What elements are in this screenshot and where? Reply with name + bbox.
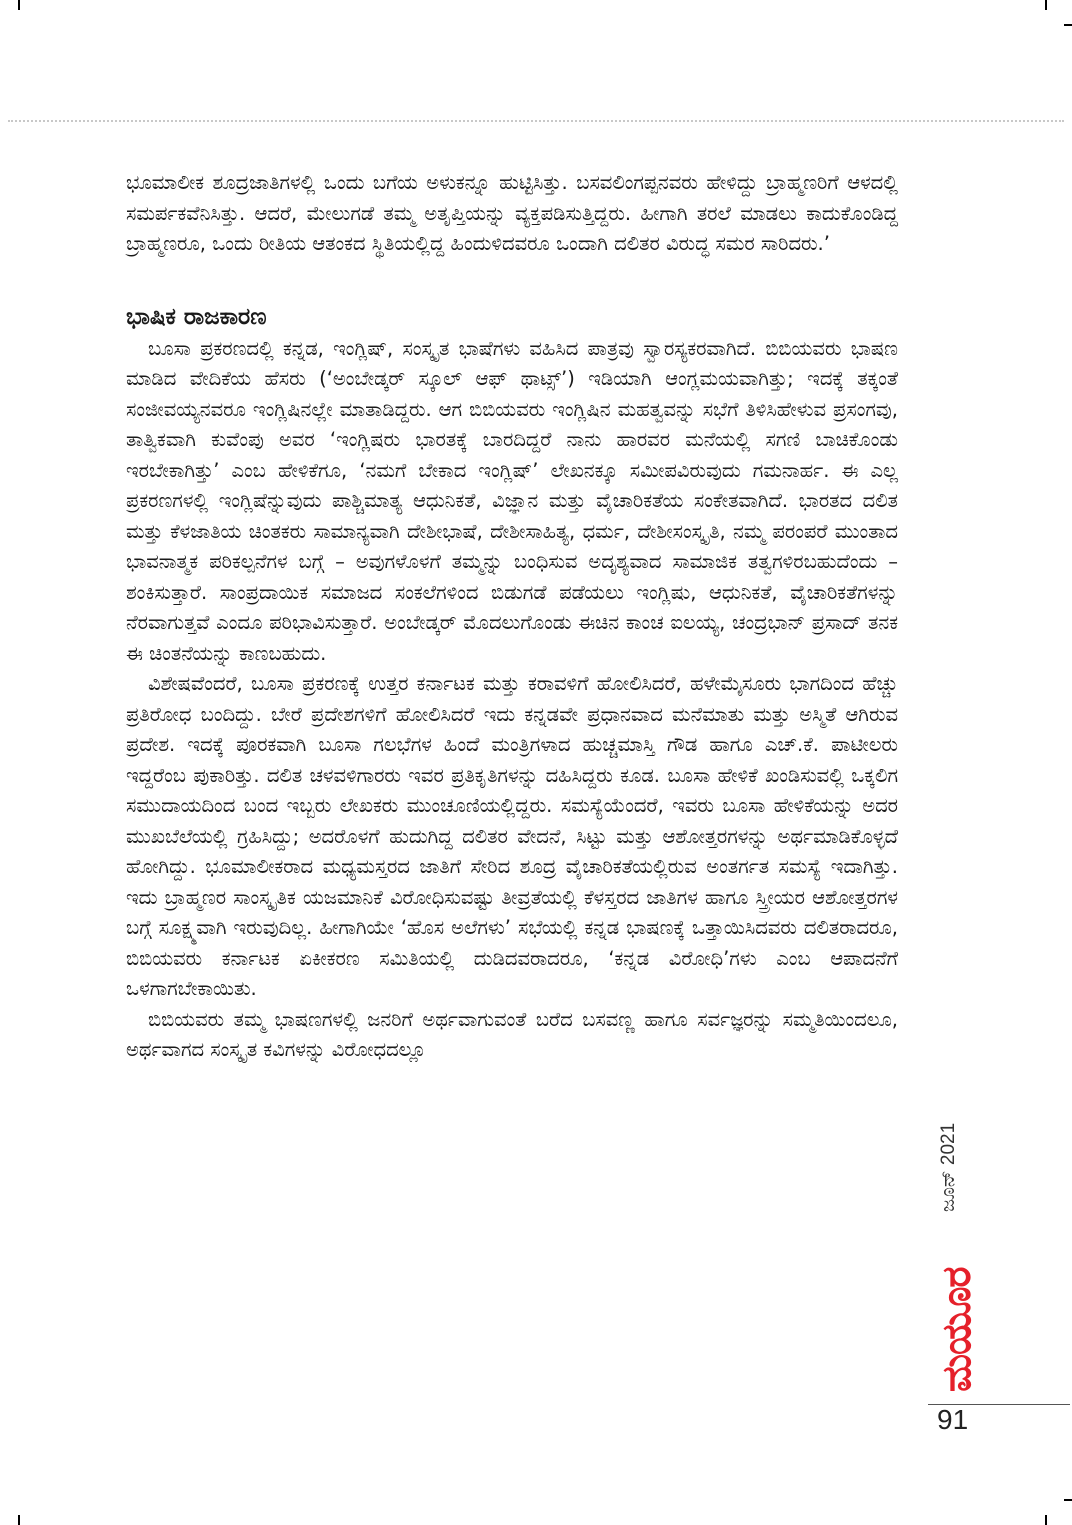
crop-mark-top-right-side [1064, 24, 1072, 26]
magazine-logo: ಮಯೂರ [934, 1267, 980, 1392]
paragraph-spacer [126, 260, 898, 278]
section-heading: ಭಾಷಿಕ ರಾಜಕಾರಣ [126, 303, 267, 330]
crop-mark-bottom-right-side [1064, 1499, 1072, 1501]
paragraph-1: ಭೂಮಾಲೀಕ ಶೂದ್ರಜಾತಿಗಳಲ್ಲಿ ಒಂದು ಬಗೆಯ ಅಳುಕನ್ನೂ ಹುಟ್ಟಿಸಿತ್ತು. ಬಸವಲಿಂಗಪ್ಪನವರು ಹೇಳಿದ್ದು ಬ್ರಾಹ್ಮಣರಿಗೆ ಆಳದಲ್ಲಿ ಸಮರ್ಪಕವೆನಿಸಿತ್ತು. ಆದರೆ, ಮೇಲುಗಡೆ ತಮ್ಮ ಅತೃಪ್ತಿಯನ್ನು ವ್ಯಕ್ತಪಡಿಸುತ್ತಿದ್ದರು. ಹೀಗಾಗಿ ತರಲೆ ಮಾಡಲು ಕಾದುಕೊಂಡಿದ್ದ ಬ್ರಾಹ್ಮಣರೂ, ಒಂದು ರೀತಿಯ ಆತಂಕದ ಸ್ಥಿತಿಯಲ್ಲಿದ್ದ ಹಿಂದುಳಿದವರೂ ಒಂದಾಗಿ ದಲಿತರ ವಿರುದ್ಧ ಸಮರ ಸಾರಿದರು.’ [126, 171, 898, 255]
article-body [126, 168, 898, 1066]
crop-mark-top-left [18, 0, 20, 10]
paragraph-3: ವಿಶೇಷವೆಂದರೆ, ಬೂಸಾ ಪ್ರಕರಣಕ್ಕೆ ಉತ್ತರ ಕರ್ನಾಟಕ ಮತ್ತು ಕರಾವಳಿಗೆ ಹೋಲಿಸಿದರೆ, ಹಳೇಮೈಸೂರು ಭಾಗದಿಂದ ಹೆಚ್ಚು ಪ್ರತಿರೋಧ ಬಂದಿದ್ದು. ಬೇರೆ ಪ್ರದೇಶಗಳಿಗೆ ಹೋಲಿಸಿದರೆ ಇದು ಕನ್ನಡವೇ ಪ್ರಧಾನವಾದ ಮನೆಮಾತು ಮತ್ತು ಅಸ್ಮಿತೆ ಆಗಿರುವ ಪ್ರದೇಶ. ಇದಕ್ಕೆ ಪೂರಕವಾಗಿ ಬೂಸಾ ಗಲಭೆಗಳ ಹಿಂದೆ ಮಂತ್ರಿಗಳಾದ ಹುಚ್ಚಮಾಸ್ತಿ ಗೌಡ ಹಾಗೂ ಎಚ್.ಕೆ. ಪಾಟೀಲರು ಇದ್ದರೆಂಬ ಪುಕಾರಿತ್ತು. ದಲಿತ ಚಳವಳಿಗಾರರು ಇವರ ಪ್ರತಿಕೃತಿಗಳನ್ನು ದಹಿಸಿದ್ದರು ಕೂಡ. ಬೂಸಾ ಹೇಳಿಕೆ ಖಂಡಿಸುವಲ್ಲಿ ಒಕ್ಕಲಿಗ ಸಮುದಾಯದಿಂದ ಬಂದ ಇಬ್ಬರು ಲೇಖಕರು ಮುಂಚೂಣಿಯಲ್ಲಿದ್ದರು. ಸಮಸ್ಯೆಯೆಂದರೆ, ಇವರು ಬೂಸಾ ಹೇಳಿಕೆಯನ್ನು ಅದರ ಮುಖಬೆಲೆಯಲ್ಲಿ ಗ್ರಹಿಸಿದ್ದು; ಅದರೊಳಗೆ ಹುದುಗಿದ್ದ ದಲಿತರ ವೇದನೆ, ಸಿಟ್ಟು ಮತ್ತು ಆಶೋತ್ತರಗಳನ್ನು ಅರ್ಥಮಾಡಿಕೊಳ್ಳದೆ ಹೋಗಿದ್ದು. ಭೂಮಾಲೀಕರಾದ ಮಧ್ಯಮಸ್ತರದ ಜಾತಿಗೆ ಸೇರಿದ ಶೂದ್ರ ವೈಚಾರಿಕತೆಯಲ್ಲಿರುವ ಅಂತರ್ಗತ ಸಮಸ್ಯೆ ಇದಾಗಿತ್ತು. ಇದು ಬ್ರಾಹ್ಮಣರ ಸಾಂಸ್ಕೃತಿಕ ಯಜಮಾನಿಕೆ ವಿರೋಧಿಸುವಷ್ಟು ತೀವ್ರತೆಯಲ್ಲಿ ಕೆಳಸ್ತರದ ಜಾತಿಗಳ ಹಾಗೂ ಸ್ತ್ರೀಯರ ಆಶೋತ್ತರಗಳ ಬಗ್ಗೆ ಸೂಕ್ಷ್ಮವಾಗಿ ಇರುವುದಿಲ್ಲ. ಹೀಗಾಗಿಯೇ ‘ಹೊಸ ಅಲೆಗಳು’ ಸಭೆಯಲ್ಲಿ ಕನ್ನಡ ಭಾಷಣಕ್ಕೆ ಒತ್ತಾಯಿಸಿದವರು ದಲಿತರಾದರೂ, ಬಿಬಿಯವರು ಕರ್ನಾಟಕ ಏಕೀಕರಣ ಸಮಿತಿಯಲ್ಲಿ ದುಡಿದವರಾದರೂ, ‘ಕನ್ನಡ ವಿರೋಧಿ’ಗಳು ಎಂಬ ಆಪಾದನೆಗೆ ಒಳಗಾಗಬೇಕಾಯಿತು. [126, 672, 898, 1000]
crop-mark-top-right [1045, 0, 1047, 10]
crop-mark-bottom-left [18, 1515, 20, 1525]
paragraph-2: ಬೂಸಾ ಪ್ರಕರಣದಲ್ಲಿ ಕನ್ನಡ, ಇಂಗ್ಲಿಷ್, ಸಂಸ್ಕೃತ ಭಾಷೆಗಳು ವಹಿಸಿದ ಪಾತ್ರವು ಸ್ವಾರಸ್ಯಕರವಾಗಿದೆ. ಬಿಬಿಯವರು ಭಾಷಣ ಮಾಡಿದ ವೇದಿಕೆಯ ಹೆಸರು (‘ಅಂಬೇಡ್ಕರ್ ಸ್ಕೂಲ್ ಆಫ್ ಥಾಟ್ಸ್’) ಇಡಿಯಾಗಿ ಆಂಗ್ಲಮಯವಾಗಿತ್ತು; ಇದಕ್ಕೆ ತಕ್ಕಂತೆ ಸಂಜೀವಯ್ಯನವರೂ ಇಂಗ್ಲಿಷಿನಲ್ಲೇ ಮಾತಾಡಿದ್ದರು. ಆಗ ಬಿಬಿಯವರು ಇಂಗ್ಲಿಷಿನ ಮಹತ್ವವನ್ನು ಸಭೆಗೆ ತಿಳಿಸಿಹೇಳುವ ಪ್ರಸಂಗವು, ತಾತ್ವಿಕವಾಗಿ ಕುವೆಂಪು ಅವರ ‘ಇಂಗ್ಲಿಷರು ಭಾರತಕ್ಕೆ ಬಾರದಿದ್ದರೆ ನಾನು ಹಾರವರ ಮನೆಯಲ್ಲಿ ಸಗಣಿ ಬಾಚಿಕೊಂಡು ಇರಬೇಕಾಗಿತ್ತು’ ಎಂಬ ಹೇಳಿಕೆಗೂ, ‘ನಮಗೆ ಬೇಕಾದ ಇಂಗ್ಲಿಷ್’ ಲೇಖನಕ್ಕೂ ಸಮೀಪವಿರುವುದು ಗಮನಾರ್ಹ. ಈ ಎಲ್ಲ ಪ್ರಕರಣಗಳಲ್ಲಿ ಇಂಗ್ಲಿಷೆನ್ನುವುದು ಪಾಶ್ಚಿಮಾತ್ಯ ಆಧುನಿಕತೆ, ವಿಜ್ಞಾನ ಮತ್ತು ವೈಚಾರಿಕತೆಯ ಸಂಕೇತವಾಗಿದೆ. ಭಾರತದ ದಲಿತ ಮತ್ತು ಕೆಳಜಾತಿಯ ಚಿಂತಕರು ಸಾಮಾನ್ಯವಾಗಿ ದೇಶೀಭಾಷೆ, ದೇಶೀಸಾಹಿತ್ಯ, ಧರ್ಮ, ದೇಶೀಸಂಸ್ಕೃತಿ, ನಮ್ಮ ಪರಂಪರೆ ಮುಂತಾದ ಭಾವನಾತ್ಮಕ ಪರಿಕಲ್ಪನೆಗಳ ಬಗ್ಗೆ – ಅವುಗಳೊಳಗೆ ತಮ್ಮನ್ನು ಬಂಧಿಸುವ ಅದೃಶ್ಯವಾದ ಸಾಮಾಜಿಕ ತತ್ವಗಳಿರಬಹುದೆಂದು – ಶಂಕಿಸುತ್ತಾರೆ. ಸಾಂಪ್ರದಾಯಿಕ ಸಮಾಜದ ಸಂಕಲೆಗಳಿಂದ ಬಿಡುಗಡೆ ಪಡೆಯಲು ಇಂಗ್ಲಿಷು, ಆಧುನಿಕತೆ, ವೈಚಾರಿಕತೆಗಳನ್ನು ನೆರವಾಗುತ್ತವೆ ಎಂದೂ ಪರಿಭಾವಿಸುತ್ತಾರೆ. ಅಂಬೇಡ್ಕರ್ ಮೊದಲುಗೊಂಡು ಈಚಿನ ಕಾಂಚ ಐಲಯ್ಯ, ಚಂದ್ರಭಾನ್ ಪ್ರಸಾದ್ ತನಕ ಈ ಚಿಂತನೆಯನ್ನು ಕಾಣಬಹುದು. [126, 336, 898, 665]
issue-date: ಜೂನ್ 2021 [938, 1122, 959, 1212]
paragraph-4: ಬಿಬಿಯವರು ತಮ್ಮ ಭಾಷಣಗಳಲ್ಲಿ ಜನರಿಗೆ ಅರ್ಥವಾಗುವಂತೆ ಬರೆದ ಬಸವಣ್ಣ ಹಾಗೂ ಸರ್ವಜ್ಞರನ್ನು ಸಮ್ಮತಿಯಿಂದಲೂ, ಅರ್ಥವಾಗದ ಸಂಸ್ಕೃತ ಕವಿಗಳನ್ನು ವಿರೋಧದಲ್ಲೂ [126, 1007, 898, 1061]
header-dotted-rule [8, 120, 1064, 122]
crop-mark-bottom-right [1045, 1515, 1047, 1525]
page-number: 91 [937, 1404, 969, 1435]
